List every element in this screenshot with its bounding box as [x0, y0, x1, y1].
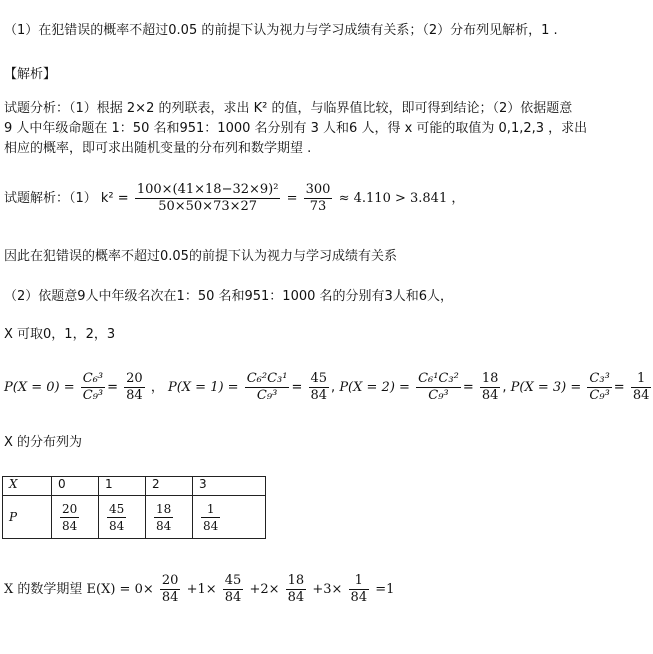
k2-fraction	[135, 182, 281, 215]
table-p-1	[99, 496, 146, 539]
p0-value	[124, 371, 145, 404]
p0-label: P(X = 0) =	[4, 380, 75, 395]
p3-comb-num: C₃³	[589, 371, 610, 386]
p1-value	[309, 371, 330, 404]
p1-comb-den: C₉³	[256, 388, 278, 403]
p2-value-den: 84	[481, 388, 499, 403]
p2-comb-num: C₆¹C₃²	[418, 371, 459, 386]
analysis-text-1: 试题分析：（1）根据 2×2 的列联表，求出 K² 的值，与临界值比较，即可得到结论；（2）依据题意	[4, 101, 573, 116]
expect-t4-den: 84	[350, 590, 368, 605]
conclusion-text: 因此在犯错误的概率不超过0.05的前提下认为视力与学习成绩有关系	[4, 249, 397, 264]
table-header-x: X	[3, 477, 52, 496]
expect-plus-1: +1×	[186, 582, 217, 597]
k2-numerator: 100×(41×18−32×9)²	[136, 182, 279, 197]
probability-formulas: P(X = 0) = $\frac{\text{C₆³}}{\text{C₉³}}$ = $\frac{20}{84}$ ， P(X = 1) = $\frac{\text{C₆²C₃¹}}{\text{C₉³}}$ = $\frac{45}{84}$ , P(X = 2) = $\frac{\text{C₆¹C₃²}}{\text{C₉³}}$ = $\frac{18}{84}$ , P(X = 3) = $\frac{\text{C₃³}}{\text{C₉³}}$ = $\frac{1}{84}$	[4, 371, 650, 403]
p0-comb	[81, 371, 105, 404]
p3-value-num: 1	[631, 371, 652, 388]
p2-value-num: 18	[481, 371, 499, 386]
distribution-table	[2, 476, 266, 539]
table-p-3-num: 1	[201, 501, 220, 518]
expect-term-2	[223, 573, 244, 606]
expect-plus-2: +2×	[249, 582, 280, 597]
p0-value-num: 20	[126, 371, 143, 386]
solution-prefix: 试题解析：（1） k² =	[4, 191, 129, 206]
p3-label: P(X = 3) =	[510, 380, 582, 395]
table-header-3: 3	[193, 477, 266, 496]
expectation-formula	[4, 572, 394, 608]
x-values-text: X 可取0，1，2，3	[4, 327, 116, 342]
distribution-title: X 的分布列为	[4, 435, 83, 450]
table-p-0-num: 20	[62, 501, 78, 516]
p2-value	[480, 371, 501, 404]
expect-prefix: X 的数学期望 E(X) = 0×	[4, 582, 154, 597]
p0-comb-den: C₉³	[82, 388, 104, 403]
table-p-3	[193, 496, 266, 539]
analysis-text-2: 9 人中年级命题在 1：50 名和951：1000 名分别有 3 人和6 人，得 x 可能的取值为 0,1,2,3 ，求出	[4, 121, 588, 136]
k2-result: ≈ 4.110 > 3.841 ，	[338, 191, 465, 206]
expect-t1-num: 20	[161, 573, 179, 588]
p3-value	[631, 371, 652, 404]
p3-comb-den: C₉³	[589, 388, 610, 403]
expect-t2-num: 45	[224, 573, 242, 588]
analysis-heading: 【解析】	[4, 67, 57, 82]
p3-value-den: 84	[632, 388, 650, 403]
part2-text: （2）依题意9人中年级名次在1：50 名和951：1000 名的分别有3人和6人，	[4, 289, 454, 304]
expect-term-3	[286, 573, 307, 606]
expect-result: =1	[375, 582, 395, 597]
table-p-3-den: 84	[203, 518, 219, 533]
table-p-2-den: 84	[156, 518, 172, 533]
table-p-2-num: 18	[156, 501, 172, 516]
table-row-header	[3, 477, 266, 496]
expect-t3-num: 18	[287, 573, 305, 588]
p1-label: P(X = 1) =	[167, 380, 239, 395]
expect-t4-num: 1	[349, 573, 370, 590]
k2-simplified-den: 73	[309, 199, 327, 214]
p2-label: P(X = 2) =	[339, 380, 410, 395]
p3-comb	[587, 371, 611, 404]
expect-term-4	[349, 573, 370, 606]
p1-value-den: 84	[310, 388, 328, 403]
answer-line: （1）在犯错误的概率不超过0.05 的前提下认为视力与学习成绩有关系；（2）分布列见解析，1 .	[4, 23, 558, 38]
expect-t1-den: 84	[161, 590, 179, 605]
expect-term-1	[160, 573, 181, 606]
table-header-2: 2	[146, 477, 193, 496]
p0-comb-num: C₆³	[82, 371, 104, 386]
table-header-0: 0	[52, 477, 99, 496]
p0-value-den: 84	[126, 388, 143, 403]
table-p-0-den: 84	[62, 518, 78, 533]
k2-simplified-num: 300	[305, 182, 331, 197]
k2-simplified	[304, 182, 333, 215]
table-p-2	[146, 496, 193, 539]
table-header-1: 1	[99, 477, 146, 496]
solution-k2-formula	[4, 182, 464, 216]
table-row-p	[3, 496, 266, 539]
table-p-1-den: 84	[109, 518, 125, 533]
k2-denominator: 50×50×73×27	[158, 199, 258, 214]
table-p-0	[52, 496, 99, 539]
p2-comb	[416, 371, 461, 404]
table-p-1-num: 45	[109, 501, 125, 516]
p1-value-num: 45	[310, 371, 328, 386]
k2-equals: =	[286, 191, 298, 206]
expect-t2-den: 84	[224, 590, 242, 605]
expect-plus-3: +3×	[312, 582, 343, 597]
analysis-text-3: 相应的概率，即可求出随机变量的分布列和数学期望 .	[4, 141, 312, 156]
table-p-label: P	[3, 496, 52, 539]
p1-comb-num: C₆²C₃¹	[246, 371, 288, 386]
p1-comb	[245, 371, 290, 404]
expect-t3-den: 84	[287, 590, 305, 605]
p2-comb-den: C₉³	[428, 388, 449, 403]
